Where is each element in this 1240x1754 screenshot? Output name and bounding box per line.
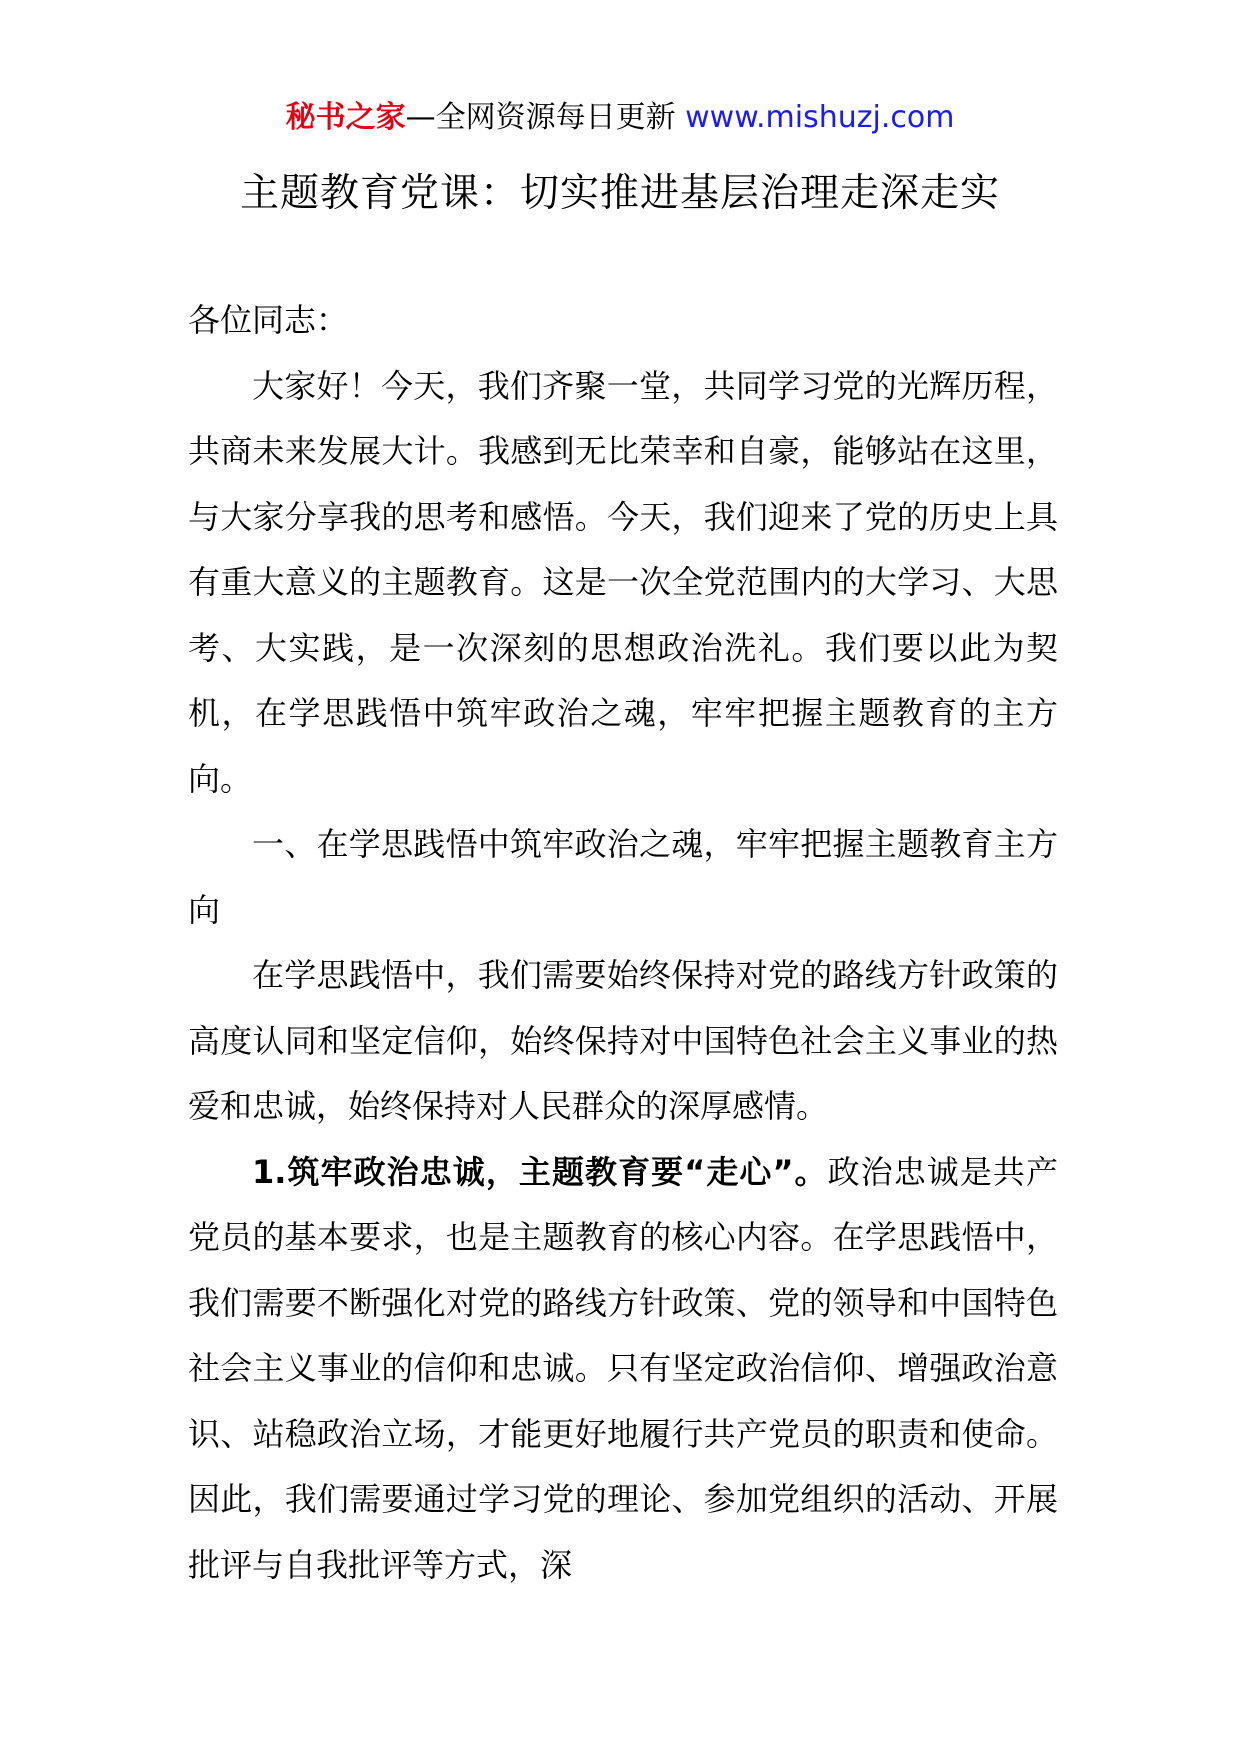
site-header [0, 98, 1240, 138]
section-paragraph: 在学思践悟中，我们需要始终保持对党的路线方针政策的高度认同和坚定信仰，始终保持对中国特色社会主义事业的热爱和忠诚，始终保持对人民群众的深厚感情。 [188, 956, 1058, 1125]
point-paragraph [188, 1140, 1058, 1599]
site-tagline: —全网资源每日更新 [405, 100, 686, 135]
site-url-link[interactable]: www.mishuzj.com [685, 100, 955, 135]
site-brand: 秘书之家 [285, 100, 406, 135]
intro-paragraph: 大家好！今天，我们齐聚一堂，共同学习党的光辉历程，共商未来发展大计。我感到无比荣幸和自豪，能够站在这里，与大家分享我的思考和感悟。今天，我们迎来了党的历史上具有重大意义的主题教育。这是一次全党范围内的大学习、大思考、大实践，是一次深刻的思想政治洗礼。我们要以此为契机，在学思践悟中筑牢政治之魂，牢牢把握主题教育的主方向。 [188, 366, 1058, 798]
point-heading: 1.筑牢政治忠诚，主题教育要“走心”。 [252, 1152, 828, 1191]
section-heading: 一、在学思践悟中筑牢政治之魂，牢牢把握主题教育主方向 [188, 825, 1058, 929]
document-title: 主题教育党课：切实推进基层治理走深走实 [239, 171, 1000, 216]
salutation: 各位同志： [188, 301, 349, 339]
document-body [188, 288, 1058, 1598]
point-text: 政治忠诚是共产党员的基本要求，也是主题教育的核心内容。在学思践悟中，我们需要不断强化对党的路线方针政策、党的领导和中国特色社会主义事业的信仰和忠诚。只有坚定政治信仰、增强政治意识、站稳政治立场，才能更好地履行共产党员的职责和使命。因此，我们需要通过学习党的理论、参加党组织的活动、开展批评与自我批评等方式，深 [188, 1152, 1058, 1584]
